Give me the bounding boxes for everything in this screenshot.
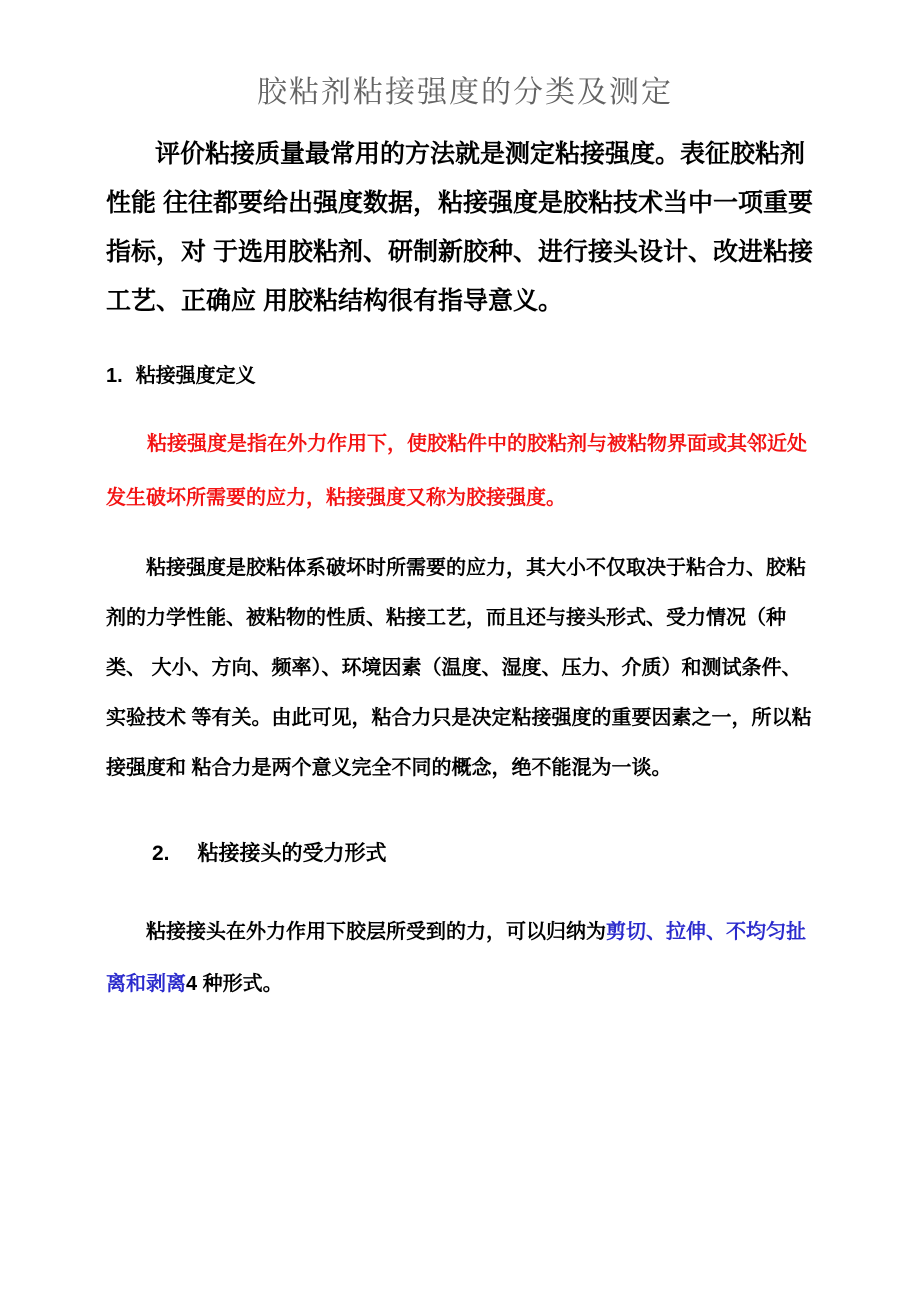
paragraph-line: 粘接强度是胶粘体系破坏时所需要的应力，其大小不仅取决于粘合力、胶粘 [146, 557, 806, 579]
paragraph-line: 粘接强度是指在外力作用下，使胶粘件中的胶粘剂与被粘物界面或其邻近处 [147, 433, 807, 455]
section-2-body-paragraph [106, 906, 824, 1010]
paragraph-line [106, 958, 824, 1010]
section-1-number: 1. [106, 365, 123, 387]
paragraph-line: 剂的力学性能、被粘物的性质、粘接工艺，而且还与接头形式、受力情况（种 [106, 607, 786, 629]
paragraph-line: 发生破坏所需要的应力，粘接强度又称为胶接强度。 [106, 487, 566, 509]
paragraph-line [106, 906, 824, 958]
paragraph-line: 实验技术 等有关。由此可见，粘合力只是决定粘接强度的重要因素之一，所以粘 [106, 707, 812, 729]
forces-line2-blue-terms: 离和剥离 [106, 973, 186, 995]
paragraph-line: 性能 往往都要给出强度数据，粘接强度是胶粘技术当中一项重要 [106, 189, 813, 217]
section-2-heading [152, 840, 824, 868]
document-title: 胶粘剂粘接强度的分类及测定 [257, 76, 673, 109]
forces-line2-black-text: 4 种形式。 [186, 973, 283, 995]
forces-line1-blue-terms: 剪切、拉伸、不均匀扯 [606, 921, 806, 943]
paragraph-line: 指标，对 于选用胶粘剂、研制新胶种、进行接头设计、改进粘接 [106, 238, 813, 266]
paragraph-line: 评价粘接质量最常用的方法就是测定粘接强度。表征胶粘剂 [155, 140, 806, 168]
section-2-number: 2. [152, 842, 170, 865]
section-1-heading [106, 362, 824, 390]
section-2-title: 粘接接头的受力形式 [197, 842, 387, 865]
forces-line1-black-text: 粘接接头在外力作用下胶层所受到的力，可以归纳为 [146, 921, 606, 943]
definition-paragraph-red [106, 417, 824, 525]
paragraph-line: 工艺、正确应 用胶粘结构很有指导意义。 [106, 287, 563, 315]
paragraph-line: 接强度和 粘合力是两个意义完全不同的概念，绝不能混为一谈。 [106, 757, 672, 779]
section-1-title: 粘接强度定义 [135, 365, 256, 387]
intro-paragraph [106, 130, 824, 326]
paragraph-line: 类、 大小、方向、频率）、环境因素（温度、湿度、压力、介质）和测试条件、 [106, 657, 802, 679]
section-1-body-paragraph [106, 543, 824, 793]
